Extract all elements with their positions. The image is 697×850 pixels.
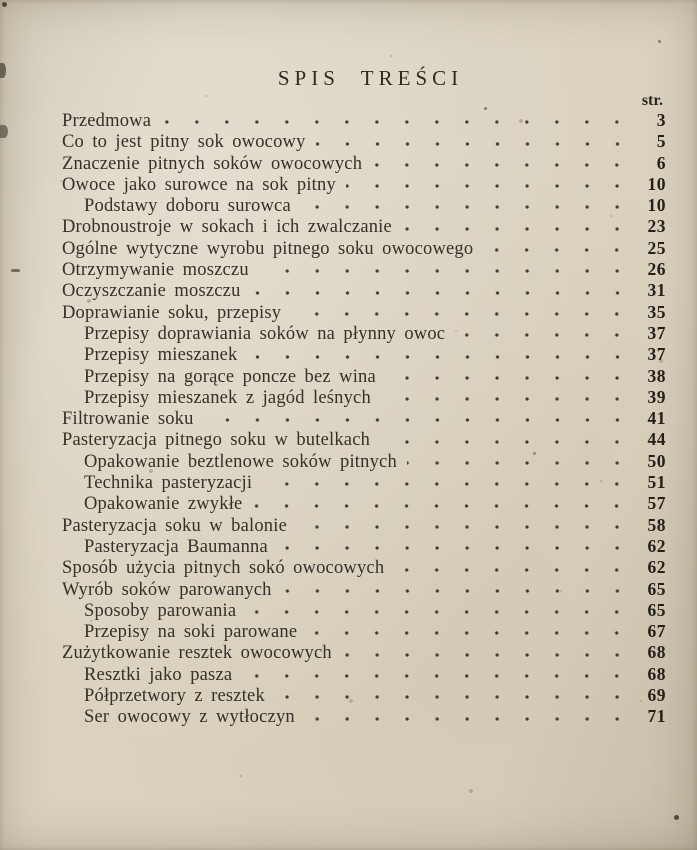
paper-dark-specks (0, 0, 3, 3)
toc-entry-label: Przepisy na soki parowane (84, 622, 298, 643)
toc-entry (62, 685, 666, 706)
dot-leader (282, 579, 633, 600)
toc-entry (62, 366, 666, 387)
toc-entry (62, 472, 666, 493)
page-title: SPIS TREŚCI (277, 66, 464, 90)
toc-entry-page: 31 (647, 280, 666, 301)
toc-entry-label: Oczyszczanie moszczu (62, 281, 241, 302)
toc-entry-page: 67 (647, 621, 666, 642)
toc-entry-label: Przepisy doprawiania soków na płynny owoc (84, 323, 446, 344)
dot-leader (252, 493, 633, 514)
dot-leader (402, 216, 633, 237)
toc-entry-page: 37 (647, 322, 666, 343)
toc-entry-label: Przepisy mieszanek (84, 345, 238, 366)
toc-entry (62, 664, 666, 685)
dot-leader (297, 515, 633, 536)
dot-leader (204, 408, 633, 429)
toc-entry-page: 62 (647, 535, 666, 556)
toc-entry-page: 68 (647, 642, 666, 663)
toc-entry-page: 10 (647, 195, 666, 216)
toc-entry-page: 25 (647, 237, 666, 258)
toc-entry-page: 10 (647, 173, 666, 194)
toc-entry-label: Wyrób soków parowanych (62, 579, 272, 600)
dot-leader (262, 472, 633, 493)
toc-entry-label: Filtrowanie soku (62, 409, 194, 430)
toc-entry (62, 579, 666, 600)
toc-entry (62, 195, 666, 216)
toc-list (62, 110, 666, 728)
toc-entry-label: Sposób użycia pitnych sokó owocowych (62, 558, 385, 579)
toc-entry (62, 216, 666, 237)
dot-leader (161, 110, 633, 131)
toc-entry-label: Owoce jako surowce na sok pitny (62, 174, 336, 195)
dot-leader (342, 642, 633, 663)
toc-entry-label: Resztki jako pasza (84, 664, 233, 685)
dot-leader (316, 131, 633, 152)
dot-leader (483, 238, 633, 259)
dot-leader (246, 600, 633, 621)
dot-leader (278, 536, 633, 557)
toc-entry-page: 57 (647, 493, 666, 514)
dot-leader (301, 195, 633, 216)
toc-entry-page: 39 (647, 386, 666, 407)
toc-entry-label: Ogólne wytyczne wyrobu pitnego soku owocowego (62, 238, 474, 259)
toc-entry (62, 451, 666, 472)
dot-leader (248, 344, 633, 365)
toc-entry (62, 323, 666, 344)
toc-entry-page: 26 (647, 259, 666, 280)
toc-entry-page: 51 (647, 472, 666, 493)
toc-entry (62, 642, 666, 663)
dot-leader (291, 302, 633, 323)
toc-entry-label: Doprawianie soku, przepisy (62, 302, 282, 323)
dot-leader (372, 153, 633, 174)
toc-entry-page: 5 (656, 131, 666, 152)
toc-entry-label: Pasteryzacja soku w balonie (62, 515, 287, 536)
toc-entry (62, 493, 666, 514)
toc-entry-page: 69 (647, 685, 666, 706)
dot-leader (259, 259, 633, 280)
scan-edge-mark (0, 125, 8, 138)
toc-entry-label: Półprzetwory z resztek (84, 686, 265, 707)
toc-entry-page: 35 (647, 301, 666, 322)
toc-entry (62, 259, 666, 280)
toc-entry (62, 387, 666, 408)
toc-entry-page: 23 (647, 216, 666, 237)
dot-leader (251, 280, 633, 301)
toc-entry-label: Zużytkowanie resztek owocowych (62, 643, 332, 664)
toc-entry (62, 706, 666, 727)
dot-leader (305, 706, 633, 727)
toc-entry-page: 58 (647, 514, 666, 535)
toc-entry (62, 174, 666, 195)
toc-entry-page: 44 (647, 429, 666, 450)
toc-entry (62, 153, 666, 174)
dot-leader (242, 664, 633, 685)
toc-entry-page: 41 (647, 408, 666, 429)
dot-leader (346, 174, 633, 195)
dot-leader (275, 685, 633, 706)
toc-entry-label: Opakowanie zwykłe (84, 494, 243, 515)
toc-entry (62, 280, 666, 301)
toc-entry-page: 65 (647, 599, 666, 620)
toc-entry-page: 37 (647, 344, 666, 365)
toc-entry (62, 110, 666, 131)
paper-speckles (0, 0, 2, 2)
toc-entry-label: Co to jest pitny sok owocowy (62, 132, 306, 153)
toc-entry (62, 131, 666, 152)
dot-leader (381, 387, 633, 408)
toc-entry-page: 65 (647, 578, 666, 599)
toc-entry-label: Podstawy doboru surowca (84, 196, 291, 217)
toc-entry-label: Opakowanie beztlenowe soków pitnych (84, 451, 397, 472)
toc-entry-page: 71 (647, 706, 666, 727)
dot-leader (455, 323, 633, 344)
page-column-header: str. (641, 92, 663, 109)
toc-entry-page: 62 (647, 557, 666, 578)
toc-entry (62, 600, 666, 621)
margin-dash-artifact (11, 269, 20, 272)
toc-entry-label: Przepisy mieszanek z jagód leśnych (84, 387, 371, 408)
toc-entry (62, 302, 666, 323)
dot-leader (380, 429, 633, 450)
dot-leader (386, 366, 633, 387)
toc-entry-label: Drobnoustroje w sokach i ich zwalczanie (62, 217, 392, 238)
toc-entry-page: 50 (647, 450, 666, 471)
toc-entry-label: Pasteryzacja Baumanna (84, 536, 268, 557)
toc-entry-label: Przedmowa (62, 111, 152, 131)
toc-entry (62, 515, 666, 536)
toc-entry-page: 3 (656, 110, 666, 130)
toc-entry (62, 536, 666, 557)
toc-entry-page: 38 (647, 365, 666, 386)
dot-leader (394, 557, 633, 578)
toc-entry (62, 238, 666, 259)
toc-entry (62, 621, 666, 642)
toc-entry-label: Przepisy na gorące poncze bez wina (84, 366, 376, 387)
toc-entry (62, 557, 666, 578)
toc-entry-label: Technika pasteryzacji (84, 473, 253, 494)
toc-entry-label: Znaczenie pitnych soków owocowych (62, 153, 363, 174)
toc-entry-label: Otrzymywanie moszczu (62, 260, 249, 281)
toc-entry (62, 344, 666, 365)
toc-entry-page: 68 (647, 663, 666, 684)
toc-entry-label: Ser owocowy z wytłoczyn (84, 707, 295, 728)
dot-leader (407, 451, 633, 472)
toc-entry-label: Pasteryzacja pitnego soku w butelkach (62, 430, 371, 451)
toc-entry-label: Sposoby parowania (84, 600, 237, 621)
toc-entry-page: 6 (656, 152, 666, 173)
toc-entry (62, 408, 666, 429)
dot-leader (307, 621, 633, 642)
toc-entry (62, 429, 666, 450)
